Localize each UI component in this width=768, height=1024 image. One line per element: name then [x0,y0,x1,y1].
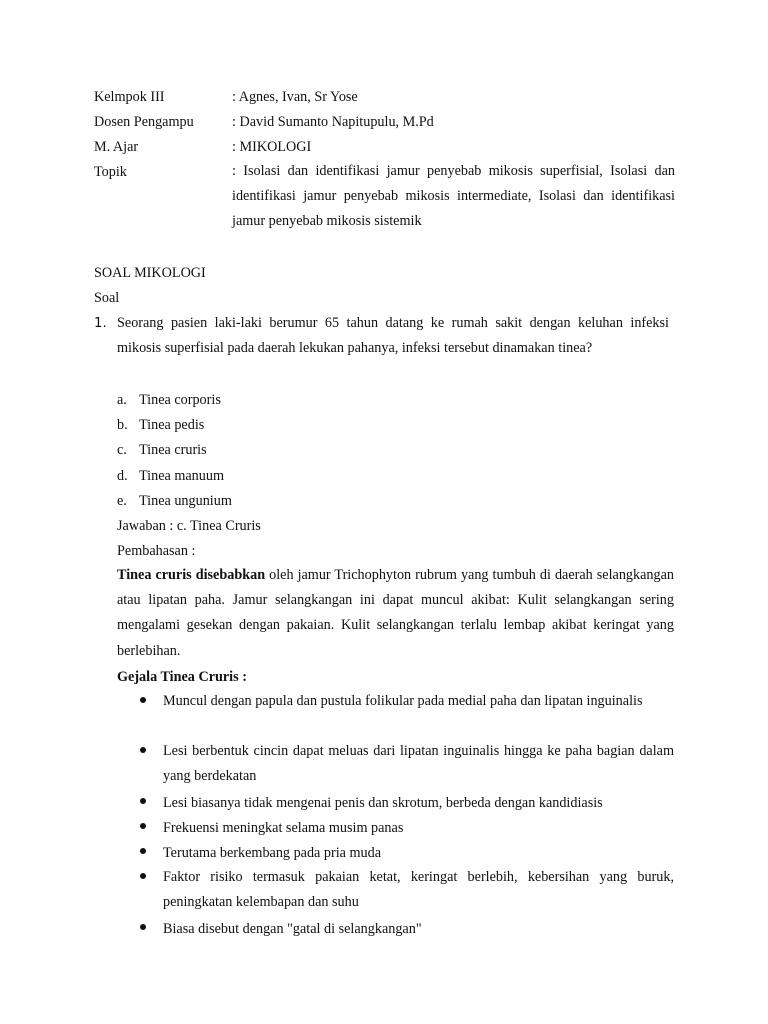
header-label-mata-ajar: M. Ajar [94,139,139,155]
option-letter: b. [117,417,128,433]
option-text: Tinea manuum [139,468,224,484]
list-item: Frekuensi meningkat selama musim panas [163,820,404,836]
list-item: Lesi biasanya tidak mengenai penis dan skrotum, berbeda dengan kandidiasis [163,795,603,811]
question-number: 1. [94,316,107,331]
bullet-icon [140,848,146,854]
discussion-paragraph [117,563,674,664]
answer-text: Jawaban : c. Tinea Cruris [117,518,261,534]
list-item: Biasa disebut dengan "gatal di selangkangan" [163,921,422,937]
soal-label: Soal [94,290,120,306]
list-item: Lesi berbentuk cincin dapat meluas dari lipatan inguinalis hingga ke paha bagian dalam yang berdekatan [163,743,674,785]
list-item: Muncul dengan papula dan pustula folikular pada medial paha dan lipatan inguinalis [163,693,643,709]
discussion-label: Pembahasan : [117,543,196,559]
bullet-icon [140,924,146,930]
header-label-kelompok: Kelmpok III [94,89,165,105]
header-label-topik: Topik [94,164,127,180]
header-value-dosen: : David Sumanto Napitupulu, M.Pd [232,114,434,130]
header-label-dosen: Dosen Pengampu [94,114,194,130]
list-item: Terutama berkembang pada pria muda [163,845,382,861]
header-value-mata-ajar: : MIKOLOGI [232,139,312,155]
bullet-icon [140,873,146,879]
bullet-icon [140,747,146,753]
bullet-icon [140,798,146,804]
bullet-icon [140,823,146,829]
option-text: Tinea pedis [139,417,205,433]
option-text: Tinea corporis [139,392,221,408]
option-letter: a. [117,392,127,408]
header-value-topik: : Isolasi dan identifikasi jamur penyebab mikosis superfisial, Isolasi dan identifikasi jamur penyebab mikosis intermediate, Isolasi dan identifikasi jamur penyebab mikosis sistemik [232,163,675,230]
option-text: Tinea cruris [139,442,207,458]
symptoms-title: Gejala Tinea Cruris : [117,669,247,685]
section-title: SOAL MIKOLOGI [94,265,206,281]
header-value-kelompok: : Agnes, Ivan, Sr Yose [232,89,358,105]
list-item: Faktor risiko termasuk pakaian ketat, keringat berlebih, kebersihan yang buruk, peningkatan kelembapan dan suhu [163,869,674,911]
discussion-bold-lead: Tinea cruris disebabkan [117,567,266,583]
option-letter: e. [117,493,127,509]
discussion-body: oleh jamur Trichophyton rubrum yang tumbuh di daerah selangkangan atau lipatan paha. Jamur selangkangan ini dapat muncul akibat: Kulit selangkangan sering mengalami gesekan dengan pakaian. Kulit selangkangan terlalu lembap akibat keringat yang berlebihan. [117,567,674,659]
question-text: Seorang pasien laki-laki berumur 65 tahun datang ke rumah sakit dengan keluhan infeksi mikosis superfisial pada daerah lekukan pahanya, infeksi tersebut dinamakan tinea? [117,315,669,357]
bullet-icon [140,697,146,703]
option-text: Tinea ungunium [139,493,232,509]
option-letter: c. [117,442,127,458]
option-letter: d. [117,468,128,484]
